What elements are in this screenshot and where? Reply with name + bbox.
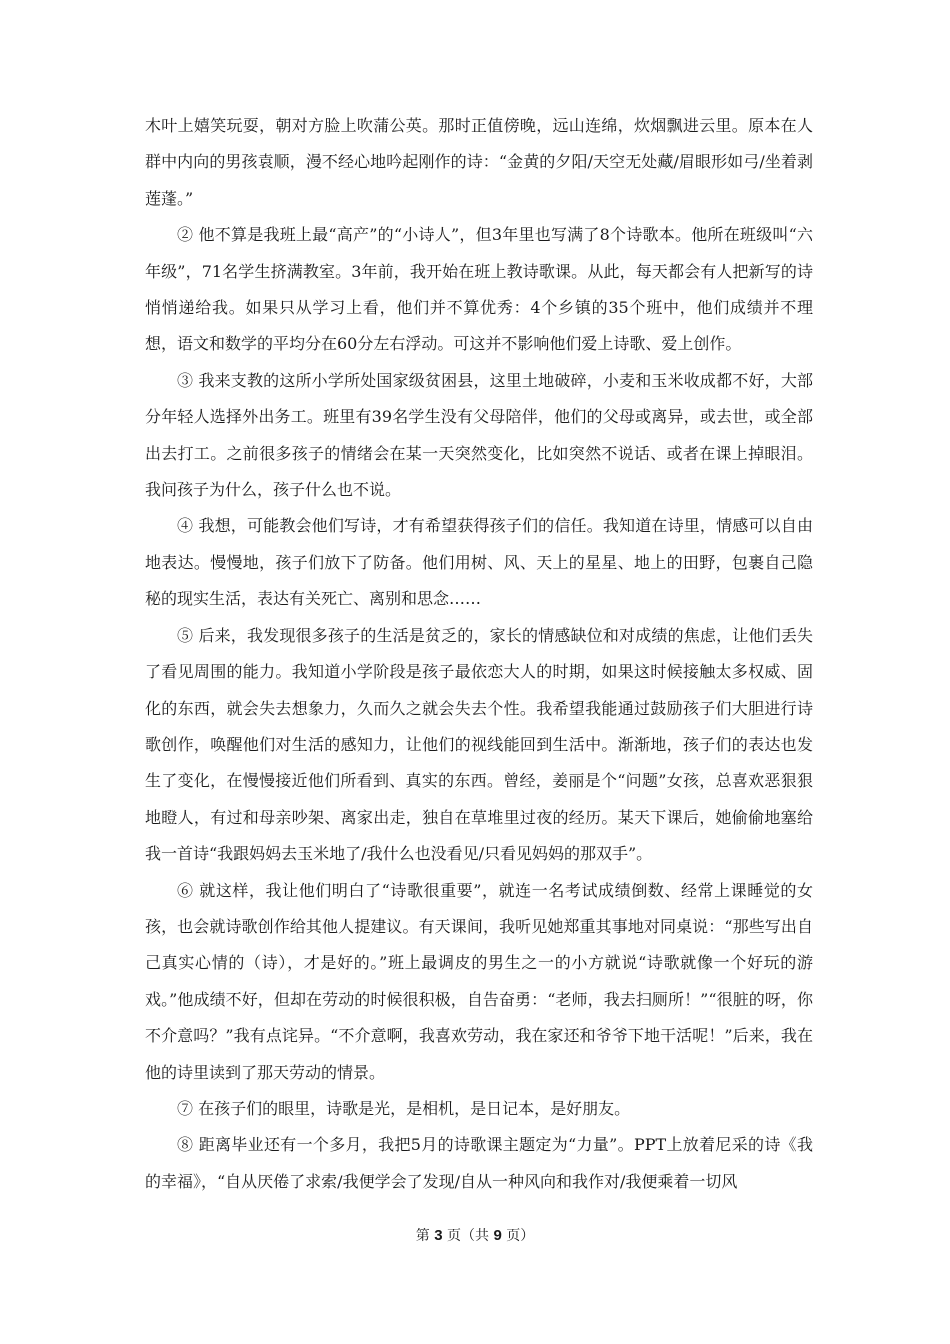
page-total: 9 [493,1227,502,1244]
paragraph-4: ④ 我想，可能教会他们写诗，才有希望获得孩子们的信任。我知道在诗里，情感可以自由地表达。慢慢地，孩子们放下了防备。他们用树、风、天上的星星、地上的田野，包裹自己隐秘的现实生活，表达有关死亡、离别和思念…… [145,516,813,609]
paragraph-7: ⑦ 在孩子们的眼里，诗歌是光，是相机，是日记本，是好朋友。 [177,1098,631,1118]
paragraph-3: ③ 我来支教的这所小学所处国家级贫困县，这里土地破碎，小麦和玉米收成都不好，大部分年轻人选择外出务工。班里有39名学生没有父母陪伴，他们的父母或离异，或去世，或全部出去打工。之前很多孩子的情绪会在某一天突然变化，比如突然不说话、或者在课上掉眼泪。我问孩子为什么，孩子什么也不说。 [145,370,813,500]
page-number: 3 [434,1227,443,1244]
footer-suffix: 页） [501,1228,535,1244]
paragraph-6: ⑥ 就这样，我让他们明白了“诗歌很重要”，就连一名考试成绩倒数、经常上课睡觉的女孩，也会就诗歌创作给其他人提建议。有天课间，我听见她郑重其事地对同桌说：“那些写出自己真实心情的（诗），才是好的。”班上最调皮的男生之一的小方就说“诗歌就像一个好玩的游戏。”他成绩不好，但却在劳动的时候很积极，自告奋勇：“老师，我去扫厕所！”“很脏的呀，你不介意吗？”我有点诧异。“不介意啊，我喜欢劳动，我在家还和爷爷下地干活呢！”后来，我在他的诗里读到了那天劳动的情景。 [145,880,813,1082]
paragraph-8: ⑧ 距离毕业还有一个多月，我把5月的诗歌课主题定为“力量”。PPT上放着尼采的诗《我的幸福》，“自从厌倦了求索/我便学会了发现/自从一种风向和我作对/我便乘着一切风 [145,1135,813,1191]
paragraph-continued: 木叶上嬉笑玩耍，朝对方脸上吹蒲公英。那时正值傍晚，远山连绵，炊烟飘进云里。原本在人群中内向的男孩袁顺，漫不经心地吟起刚作的诗：“金黄的夕阳/天空无处藏/眉眼形如弓/坐着剥莲蓬。” [145,116,813,208]
footer-middle: 页（共 [442,1228,494,1244]
footer-prefix: 第 [415,1228,435,1244]
article-body [145,108,813,1200]
paragraph-5: ⑤ 后来，我发现很多孩子的生活是贫乏的，家长的情感缺位和对成绩的焦虑，让他们丢失了看见周围的能力。我知道小学阶段是孩子最依恋大人的时期，如果这时候接触太多权威、固化的东西，就会失去想象力，久而久之就会失去个性。我希望我能通过鼓励孩子们大胆进行诗歌创作，唤醒他们对生活的感知力，让他们的视线能回到生活中。渐渐地，孩子们的表达也发生了变化，在慢慢接近他们所看到、真实的东西。曾经，姜丽是个“问题”女孩，总喜欢恶狠狠地瞪人，有过和母亲吵架、离家出走，独自在草堆里过夜的经历。某天下课后，她偷偷地塞给我一首诗“我跟妈妈去玉米地了/我什么也没看见/只看见妈妈的那双手”。 [145,625,813,864]
paragraph-2: ② 他不算是我班上最“高产”的“小诗人”，但3年里也写满了8个诗歌本。他所在班级叫“六年级”，71名学生挤满教室。3年前，我开始在班上教诗歌课。从此，每天都会有人把新写的诗悄悄递给我。如果只从学习上看，他们并不算优秀：4个乡镇的35个班中，他们成绩并不理想，语文和数学的平均分在60分左右浮动。可这并不影响他们爱上诗歌、爱上创作。 [145,225,813,354]
page-footer [0,1226,950,1246]
